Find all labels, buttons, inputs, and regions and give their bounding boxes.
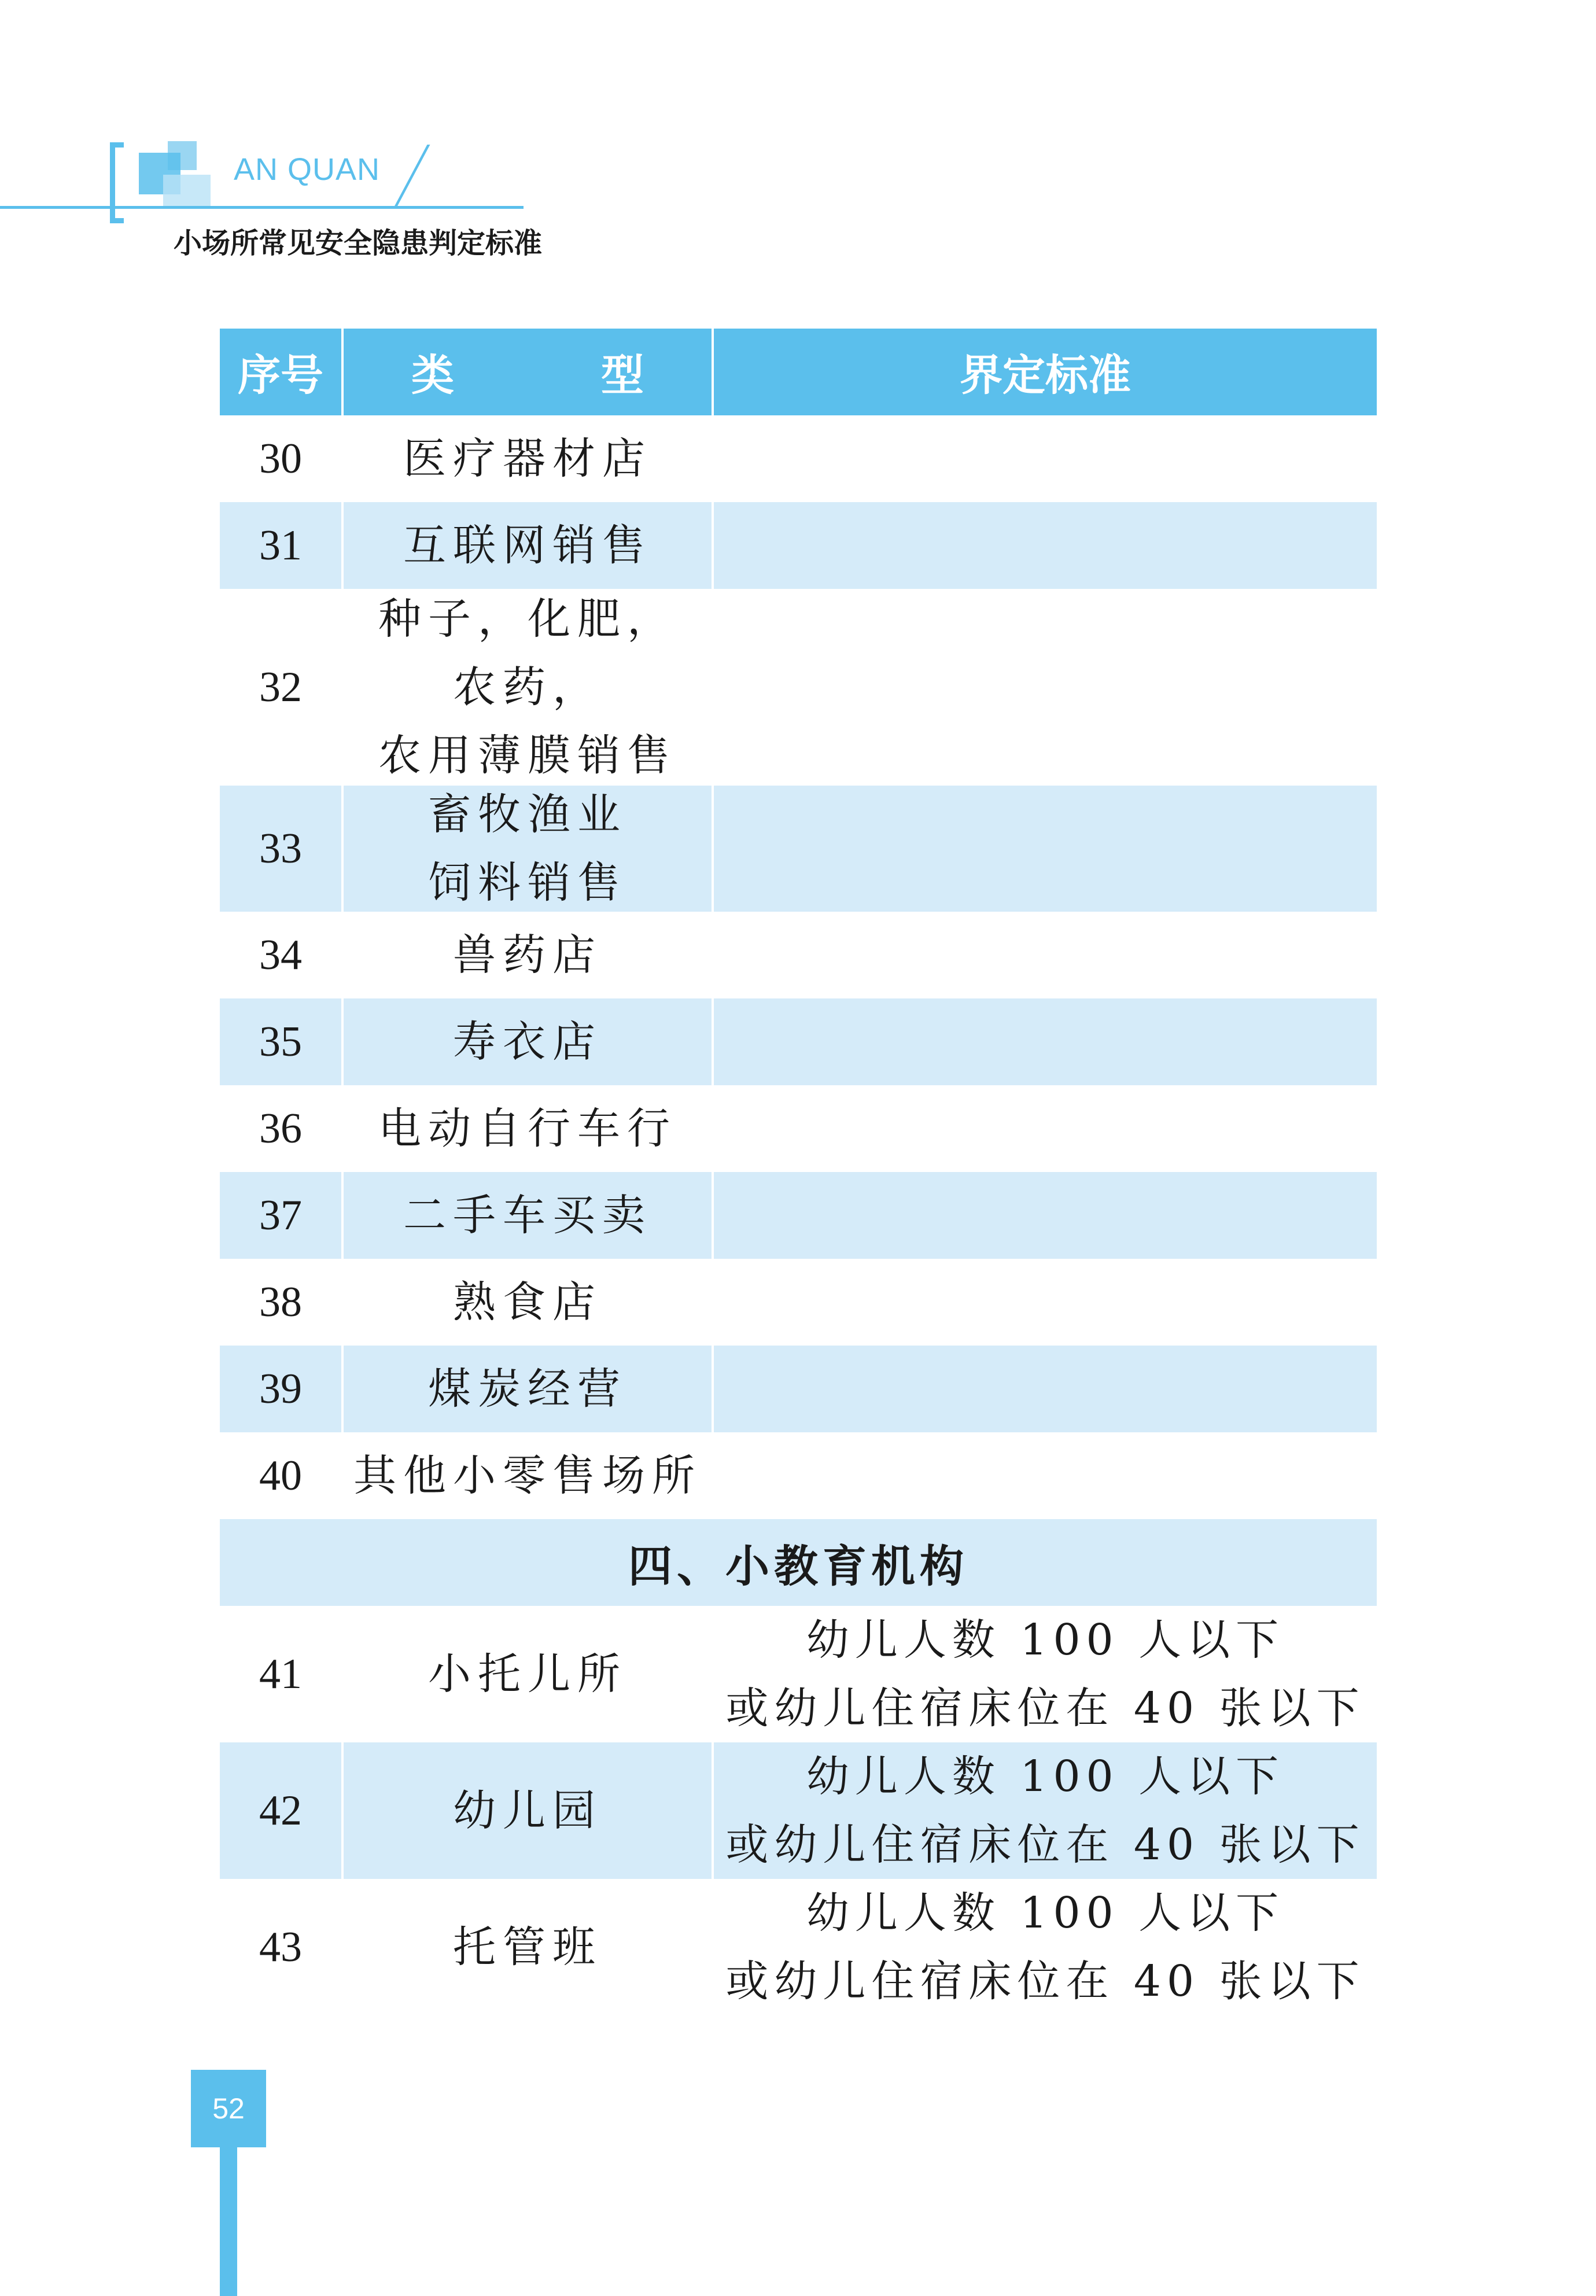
row-type (341, 998, 712, 1085)
row-type (341, 1346, 712, 1432)
row-criteria (712, 1742, 1377, 1879)
criteria-line: 幼儿人数 100 人以下 (806, 1752, 1285, 1801)
type-line: 二手车买卖 (403, 1191, 652, 1240)
row-type (341, 912, 712, 998)
row-type (341, 1259, 712, 1346)
row-number: 36 (259, 1104, 302, 1152)
row-type (341, 502, 712, 589)
criteria-line: 或幼儿住宿床位在 40 张以下 (725, 1956, 1365, 2006)
row-criteria (712, 912, 1377, 998)
row-criteria (712, 589, 1377, 786)
table-row (220, 1346, 1377, 1432)
standards-table (220, 329, 1377, 2015)
type-line: 医疗器材店 (403, 434, 652, 484)
row-type (341, 786, 712, 912)
running-title: 小场所常见安全隐患判定标准 (174, 227, 543, 260)
row-number: 31 (259, 521, 302, 569)
table-row (220, 1879, 1377, 2015)
table-body (220, 415, 1377, 1519)
header-square (163, 175, 211, 207)
criteria-line: 或幼儿住宿床位在 40 张以下 (725, 1683, 1365, 1733)
row-type (341, 1085, 712, 1172)
type-line: 小托儿所 (428, 1649, 627, 1699)
col-header-criteria: 界定标准 (712, 329, 1377, 415)
table-row (220, 786, 1377, 912)
row-type (341, 415, 712, 502)
table-row (220, 912, 1377, 998)
criteria-line: 幼儿人数 100 人以下 (806, 1888, 1285, 1938)
type-line: 农用薄膜销售 (378, 731, 677, 780)
type-line: 煤炭经营 (428, 1364, 627, 1414)
type-line: 幼儿园 (453, 1786, 602, 1836)
table-header (220, 329, 1377, 415)
row-number: 39 (259, 1365, 302, 1413)
row-number: 40 (259, 1451, 302, 1499)
type-line: 兽药店 (453, 930, 602, 980)
row-number: 32 (259, 663, 302, 711)
table-row (220, 589, 1377, 786)
type-line: 互联网销售 (403, 521, 652, 570)
row-criteria (712, 1606, 1377, 1742)
table-row (220, 1085, 1377, 1172)
criteria-line: 或幼儿住宿床位在 40 张以下 (725, 1820, 1365, 1870)
section-heading: 四、小教育机构 (220, 1519, 1377, 1606)
table-row (220, 1432, 1377, 1519)
row-criteria (712, 1085, 1377, 1172)
row-type (341, 1172, 712, 1259)
table-row (220, 502, 1377, 589)
row-number: 41 (259, 1650, 302, 1698)
type-line: 农药， (453, 662, 602, 712)
header-slash (393, 145, 430, 208)
row-number: 35 (259, 1018, 302, 1066)
row-number: 42 (259, 1786, 302, 1834)
row-criteria (712, 1432, 1377, 1519)
row-criteria (712, 786, 1377, 912)
row-type (341, 589, 712, 786)
page-number: 52 (191, 2070, 266, 2147)
row-type (341, 1606, 712, 1742)
row-type (341, 1742, 712, 1879)
table-row (220, 1172, 1377, 1259)
header-rule (0, 206, 524, 209)
type-line: 托管班 (453, 1922, 602, 1972)
col-header-type: 类 型 (341, 329, 712, 415)
type-line: 熟食店 (453, 1277, 602, 1327)
col-header-number: 序号 (238, 351, 323, 400)
type-line: 电动自行车行 (378, 1104, 677, 1153)
type-line: 寿衣店 (453, 1017, 602, 1067)
type-line: 饲料销售 (428, 858, 627, 908)
row-number: 38 (259, 1278, 302, 1326)
table-row (220, 998, 1377, 1085)
row-criteria (712, 1346, 1377, 1432)
row-number: 34 (259, 931, 302, 979)
row-type (341, 1432, 712, 1519)
type-line: 其他小零售场所 (353, 1451, 702, 1501)
table-row (220, 1606, 1377, 1742)
row-type (341, 1879, 712, 2015)
table-row (220, 1742, 1377, 1879)
row-number: 37 (259, 1191, 302, 1239)
row-criteria (712, 415, 1377, 502)
type-line: 畜牧渔业 (428, 790, 627, 839)
table-row (220, 1259, 1377, 1346)
criteria-line: 幼儿人数 100 人以下 (806, 1615, 1285, 1665)
table-row (220, 415, 1377, 502)
row-criteria (712, 998, 1377, 1085)
row-number: 33 (259, 824, 302, 872)
type-line: 种子，化肥， (378, 594, 677, 644)
header-bracket (110, 142, 124, 223)
row-number: 43 (259, 1923, 302, 1971)
row-criteria (712, 1259, 1377, 1346)
row-number: 30 (259, 434, 302, 482)
row-criteria (712, 1879, 1377, 2015)
row-criteria (712, 502, 1377, 589)
page-bar (220, 2147, 237, 2296)
brand-label: AN QUAN (234, 152, 381, 187)
table-body-education (220, 1606, 1377, 2015)
row-criteria (712, 1172, 1377, 1259)
